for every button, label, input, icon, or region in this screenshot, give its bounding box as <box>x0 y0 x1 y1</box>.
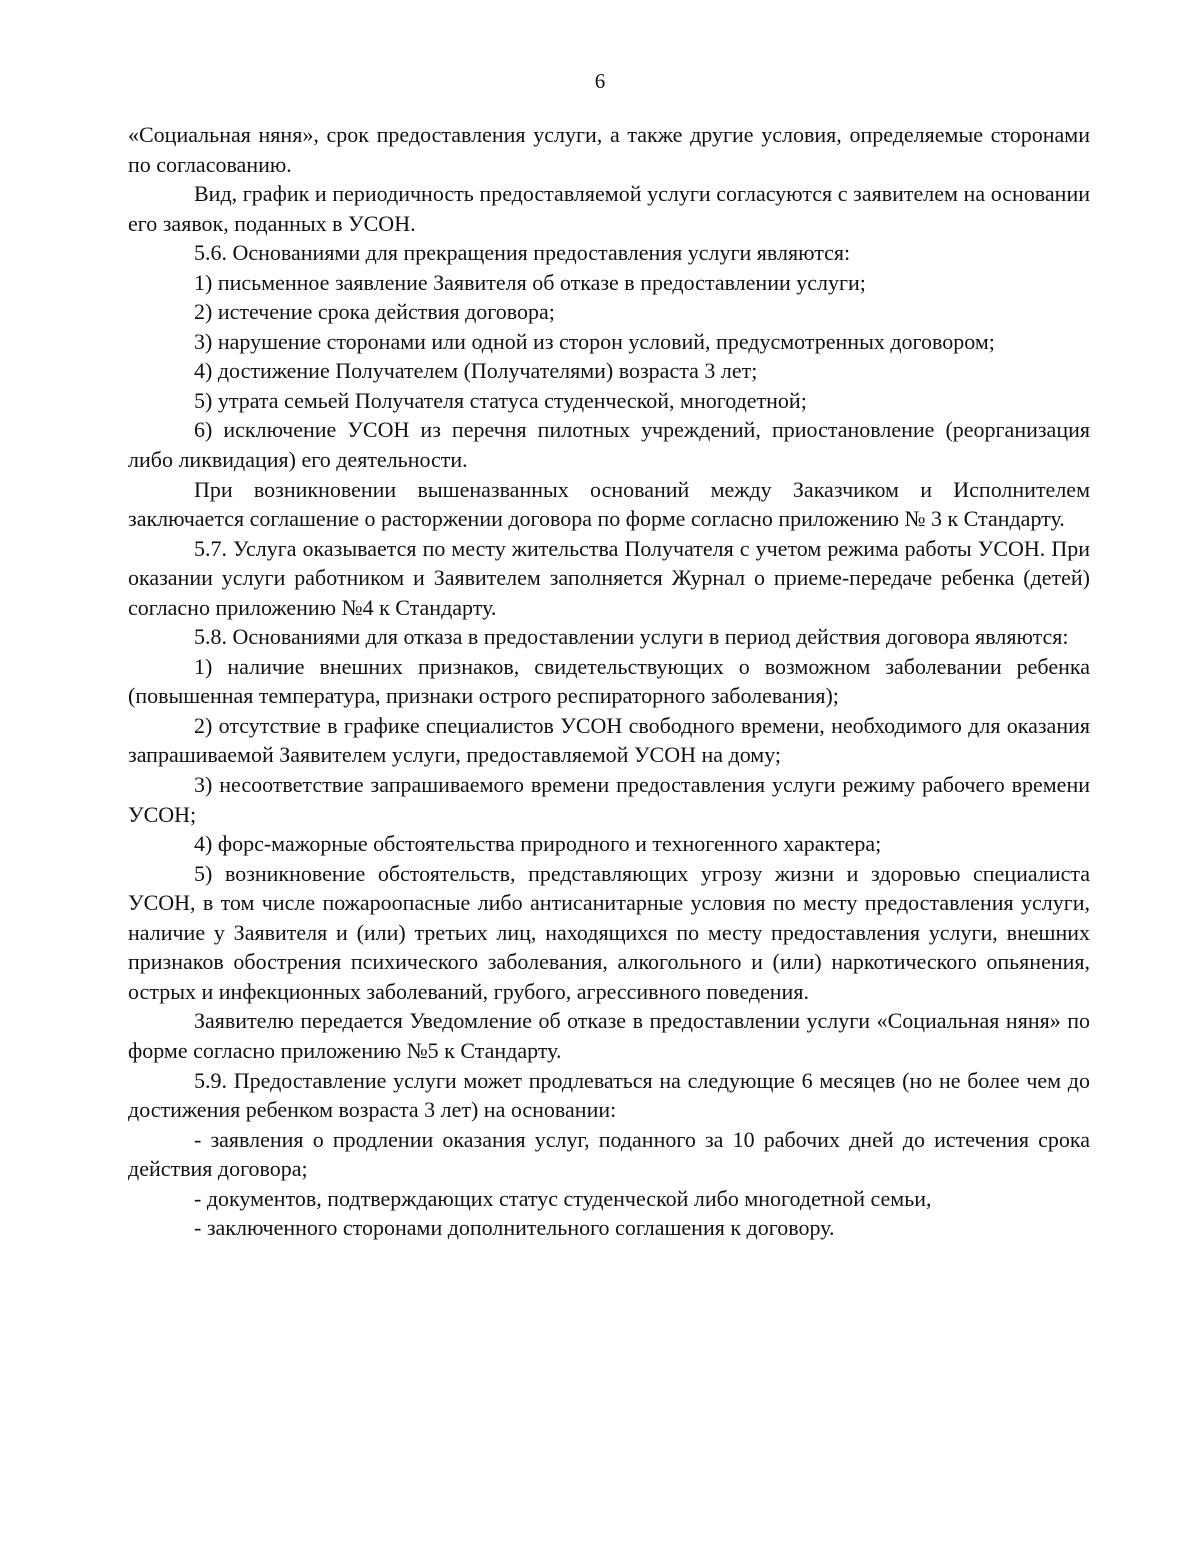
list-item: 3) нарушение сторонами или одной из сторон условий, предусмотренных договором; <box>194 328 995 354</box>
section-5-8-heading: 5.8. Основаниями для отказа в предоставлении услуги в период действия договора являются: <box>194 624 1069 650</box>
list-item: 2) отсутствие в графике специалистов УСОН свободного времени, необходимого для оказания запрашиваемой Заявителем услуги, предоставляемой УСОН на дому; <box>128 712 1090 768</box>
list-item: 5) утрата семьей Получателя статуса студенческой, многодетной; <box>194 387 807 413</box>
paragraph-refusal-notice: Заявителю передается Уведомление об отказе в предоставлении услуги «Социальная няня» по форме согласно приложению №5 к Стандарту. <box>128 1008 1090 1063</box>
section-5-7: 5.7. Услуга оказывается по месту жительства Получателя с учетом режима работы УСОН. При оказании услуги работником и Заявителем заполняется Журнал о приеме-передаче ребенка (детей) согласно приложению №4 к Стандарту. <box>128 535 1090 620</box>
list-item: 4) форс-мажорные обстоятельства природного и техногенного характера; <box>194 831 882 857</box>
list-item: 6) исключение УСОН из перечня пилотных учреждений, приостановление (реорганизация либо ликвидация) его деятельности. <box>128 417 1090 473</box>
paragraph-continuation: «Социальная няня», срок предоставления услуги, а также другие условия, определяемые сторонами по согласованию. <box>128 122 1090 177</box>
page-number: 6 <box>594 69 606 93</box>
list-item: - заключенного сторонами дополнительного соглашения к договору. <box>194 1215 835 1241</box>
list-item: 1) письменное заявление Заявителя об отказе в предоставлении услуги; <box>194 269 866 295</box>
list-item: - заявления о продлении оказания услуг, поданного за 10 рабочих дней до истечения срока действия договора; <box>128 1126 1090 1182</box>
list-item: 3) несоответствие запрашиваемого времени предоставления услуги режиму рабочего времени УСОН; <box>128 772 1090 827</box>
paragraph-schedule: Вид, график и периодичность предоставляемой услуги согласуются с заявителем на основании его заявок, поданных в УСОН. <box>128 181 1090 236</box>
list-item: 1) наличие внешних признаков, свидетельствующих о возможном заболевании ребенка (повышенная температура, признаки острого респираторного заболевания); <box>128 653 1090 709</box>
list-item: 2) истечение срока действия договора; <box>194 299 555 325</box>
paragraph-termination-agreement: При возникновении вышеназванных оснований между Заказчиком и Исполнителем заключается соглашение о расторжении договора по форме согласно приложению № 3 к Стандарту. <box>128 476 1090 532</box>
list-item: - документов, подтверждающих статус студенческой либо многодетной семьи, <box>194 1185 932 1211</box>
document-body <box>128 120 1090 1243</box>
list-item: 4) достижение Получателем (Получателями) возраста 3 лет; <box>194 358 758 384</box>
list-item: 5) возникновение обстоятельств, представляющих угрозу жизни и здоровью специалиста УСОН, в том числе пожароопасные либо антисанитарные условия по месту предоставления услуги, наличие у Заявителя и (или) третьих лиц, находящихся по месту предоставления услуги, внешних признаков обострения психического заболевания, алкогольного и (или) наркотического опьянения, острых и инфекционных заболеваний, грубого, агрессивного поведения. <box>128 860 1090 1004</box>
section-5-9-heading: 5.9. Предоставление услуги может продлеваться на следующие 6 месяцев (но не более чем до достижения ребенком возраста 3 лет) на основании: <box>128 1067 1090 1123</box>
section-5-6-heading: 5.6. Основаниями для прекращения предоставления услуги являются: <box>194 240 851 266</box>
